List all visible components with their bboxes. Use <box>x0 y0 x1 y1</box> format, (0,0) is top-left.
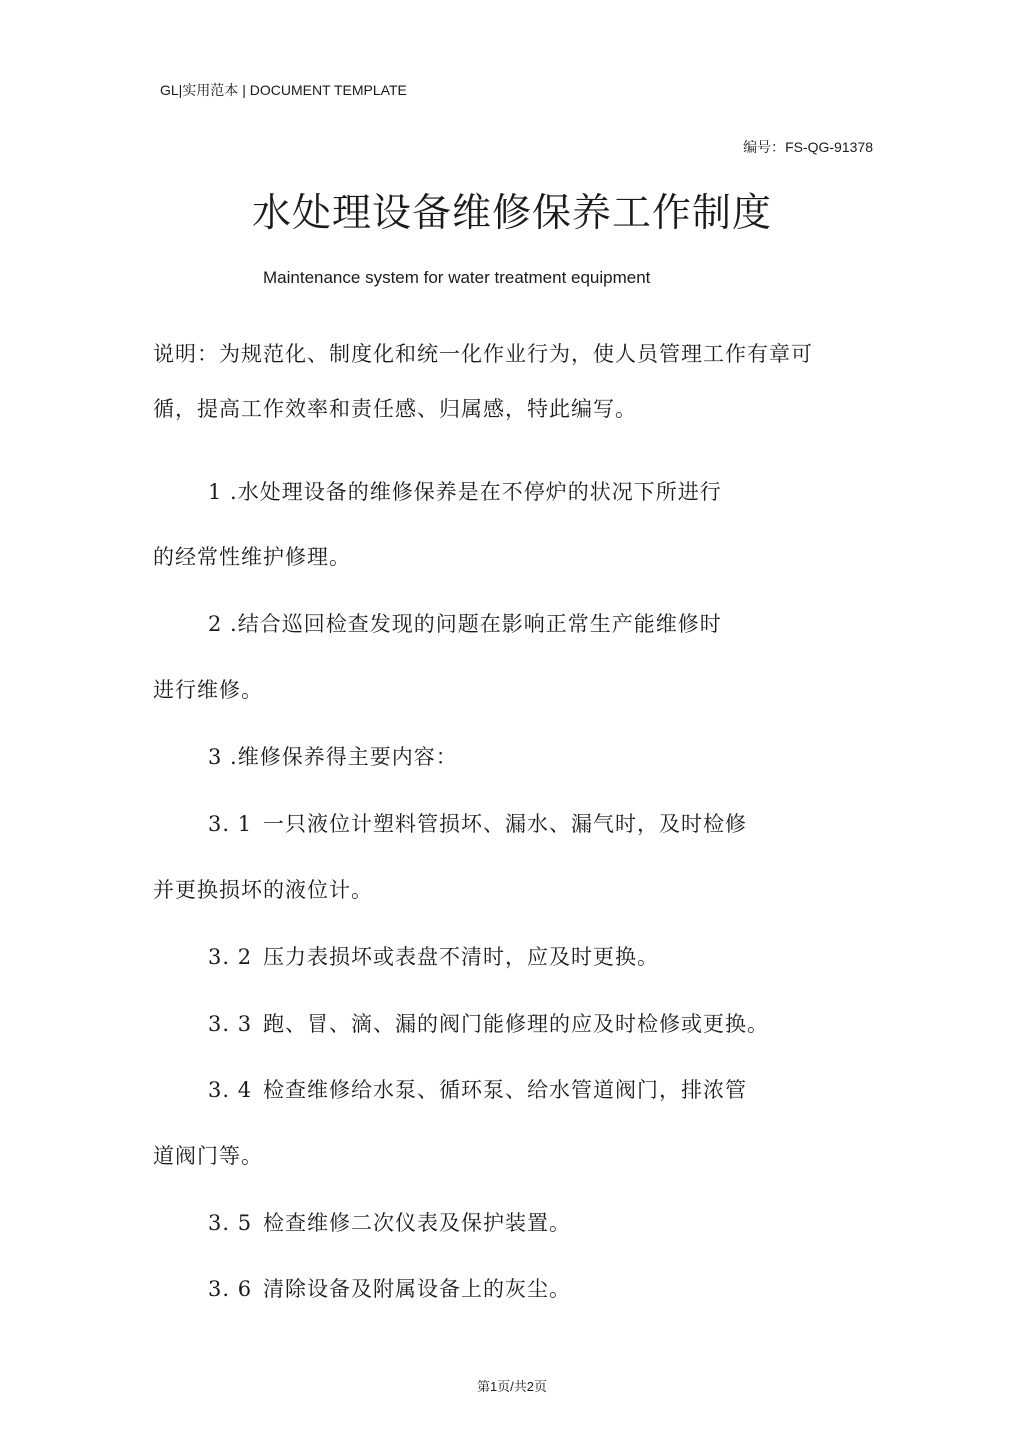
list-item-2-continued: 进行维修。 <box>153 678 263 702</box>
item-text: 跑、冒、滴、漏的阀门能修理的应及时检修或更换。 <box>263 1012 769 1036</box>
list-item-1-continued: 的经常性维护修理。 <box>153 545 351 569</box>
list-item-2 <box>208 608 722 638</box>
item-number: 3. 6 <box>208 1277 253 1301</box>
list-item-3-2 <box>208 941 659 971</box>
list-item-3-1-continued: 并更换损坏的液位计。 <box>153 878 373 902</box>
page-number: 第1页/共2页 <box>476 1379 548 1394</box>
item-number: 3. 5 <box>208 1211 253 1235</box>
item-number: 3. 1 <box>208 812 253 836</box>
item-text: 水处理设备的维修保养是在不停炉的状况下所进行 <box>237 480 722 504</box>
item-number: 3. 4 <box>208 1078 253 1102</box>
item-number: 2 . <box>208 612 238 636</box>
list-item-3-5 <box>208 1207 571 1237</box>
list-item-3-6 <box>208 1273 571 1303</box>
item-text: 维修保养得主要内容： <box>237 745 458 769</box>
item-number: 3 . <box>208 745 238 769</box>
item-number: 3. 3 <box>208 1012 253 1036</box>
page-title: 水处理设备维修保养工作制度 <box>251 191 772 236</box>
item-text: 检查维修二次仪表及保护装置。 <box>263 1211 571 1235</box>
item-text: 一只液位计塑料管损坏、漏水、漏气时，及时检修 <box>263 812 747 836</box>
list-item-3-3 <box>208 1008 769 1038</box>
item-text: 检查维修给水泵、循环泵、给水管道阀门，排浓管 <box>263 1078 747 1102</box>
list-item-3-4-continued: 道阀门等。 <box>153 1144 263 1168</box>
document-number-value: FS-QG-91378 <box>785 139 873 155</box>
list-item-3-1 <box>208 808 747 838</box>
list-item-3 <box>208 741 458 771</box>
list-item-3-4 <box>208 1074 747 1104</box>
item-text: 清除设备及附属设备上的灰尘。 <box>263 1277 571 1301</box>
document-header: GL|实用范本 | DOCUMENT TEMPLATE <box>160 82 407 98</box>
intro-line-1: 说明：为规范化、制度化和统一化作业行为，使人员管理工作有章可 <box>153 342 813 366</box>
item-text: 压力表损坏或表盘不清时，应及时更换。 <box>263 945 659 969</box>
list-item-1 <box>208 476 722 506</box>
item-number: 1 . <box>208 480 238 504</box>
document-number <box>743 137 873 157</box>
document-number-label: 编号： <box>743 139 786 155</box>
item-number: 3. 2 <box>208 945 253 969</box>
page-subtitle: Maintenance system for water treatment equipment <box>263 268 651 287</box>
item-text: 结合巡回检查发现的问题在影响正常生产能维修时 <box>237 612 722 636</box>
intro-line-2: 循，提高工作效率和责任感、归属感，特此编写。 <box>153 397 637 421</box>
